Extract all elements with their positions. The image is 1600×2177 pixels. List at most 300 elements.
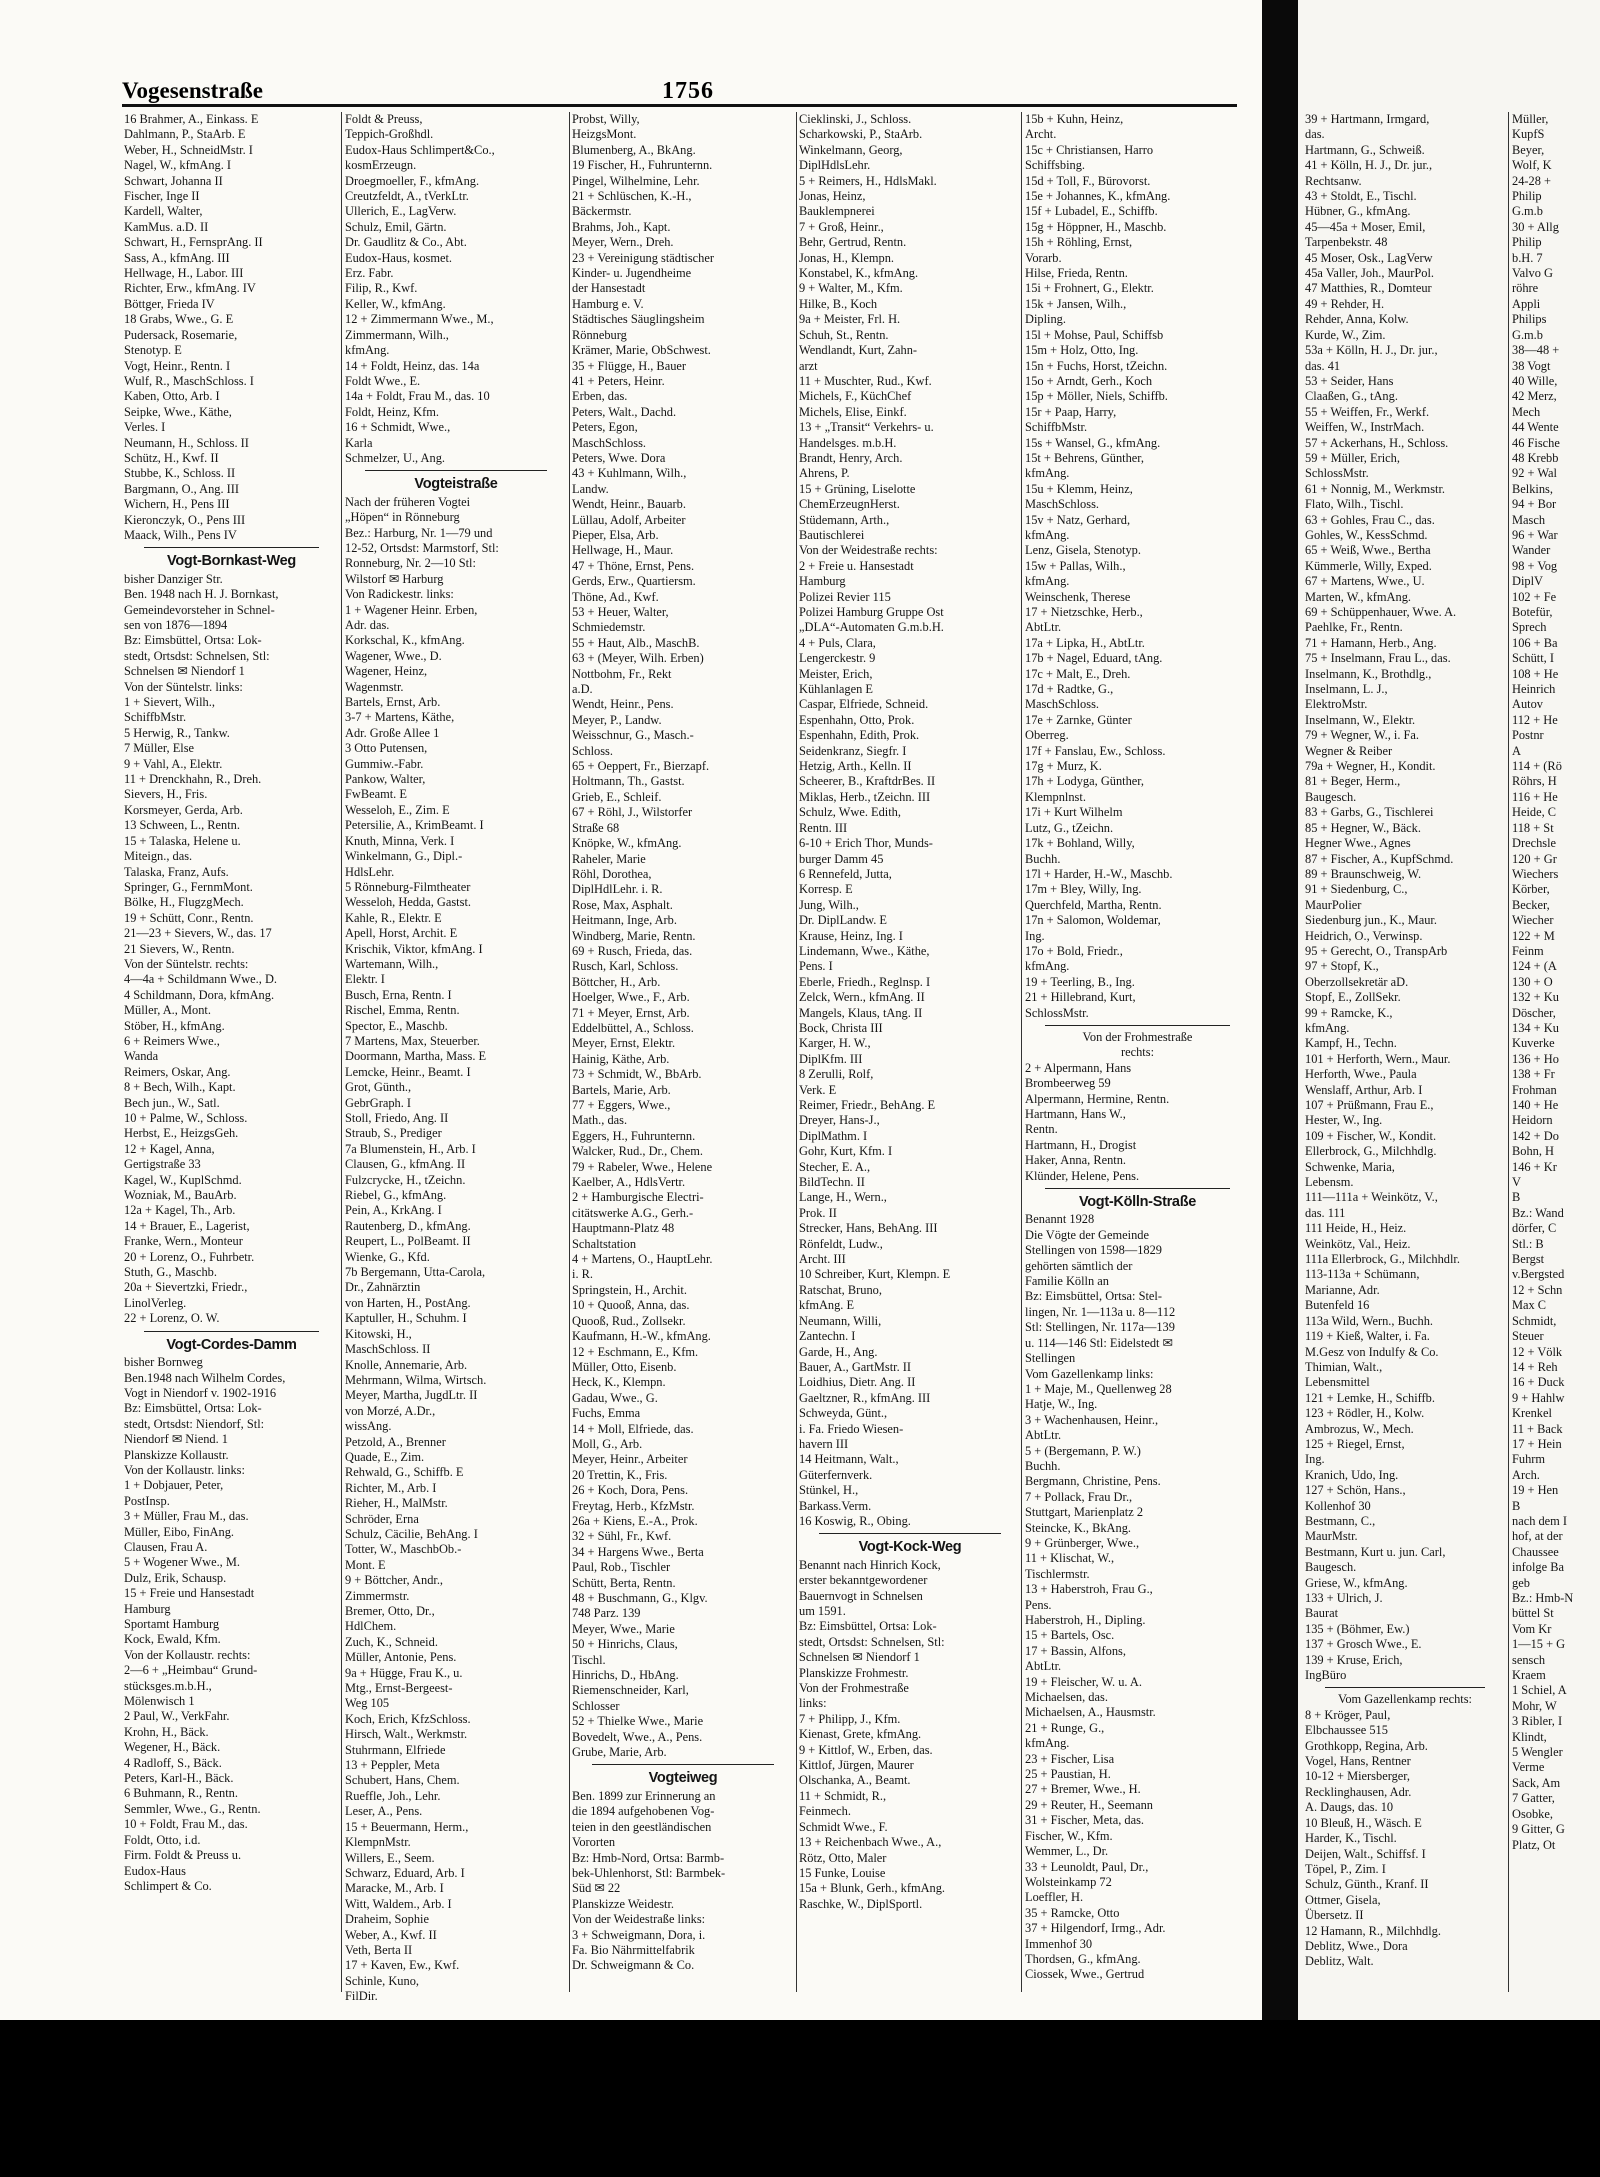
- entry-line: 12 + Völk: [1512, 1344, 1563, 1359]
- entry-line: Schulz, Günth., Kranf. II: [1305, 1877, 1429, 1892]
- entry-line: 21 Sievers, W., Rentn.: [124, 941, 235, 956]
- entry-line: Von der Weidestraße links:: [572, 1912, 706, 1927]
- entry-line: Krohn, H., Bäck.: [124, 1724, 209, 1739]
- entry-line: Nach der früheren Vogtei: [345, 494, 471, 509]
- entry-line: Lange, H., Wern.,: [799, 1190, 887, 1205]
- entry-line: 17m + Bley, Willy, Ing.: [1025, 882, 1142, 897]
- entry-line: Marianne, Adr.: [1305, 1282, 1380, 1297]
- entry-line: lingen, Nr. 1—113a u. 8—112: [1025, 1304, 1176, 1319]
- entry-line: 130 + O: [1512, 974, 1553, 989]
- entry-line: Michels, F., KüchChef: [799, 389, 912, 404]
- entry-line: DiplHdlLehr. i. R.: [572, 882, 663, 897]
- entry-line: AbtLtr.: [1025, 1659, 1062, 1674]
- entry-line: Schulz, Wwe. Edith,: [799, 805, 901, 820]
- entry-line: Dreyer, Hans-J.,: [799, 1113, 880, 1128]
- entry-line: Eberle, Friedh., Reglnsp. I: [799, 974, 931, 989]
- entry-line: Rentn. III: [799, 820, 848, 835]
- entry-line: 15l + Mohse, Paul, Schiffsb: [1025, 327, 1164, 342]
- entry-line: Bremer, Otto, Dr.,: [345, 1604, 435, 1618]
- entry-line: 89 + Braunschweig, W.: [1305, 866, 1422, 881]
- entry-line: Deijen, Walt., Schiffsf. I: [1305, 1846, 1426, 1861]
- entry-line: 12a + Kagel, Th., Arb.: [124, 1203, 236, 1218]
- entry-line: „Höpen“ in Rönneburg: [345, 510, 460, 525]
- entry-line: Schulz, Emil, Gärtn.: [345, 219, 447, 234]
- entry-line: Wesseloh, Hedda, Gastst.: [345, 895, 471, 910]
- entry-line: Kagel, W., KuplSchmd.: [124, 1172, 242, 1187]
- section-rule: [365, 470, 547, 471]
- entry-line: Eudox-Haus: [124, 1863, 186, 1878]
- entry-line: Mohr, W: [1512, 1698, 1557, 1713]
- entry-line: Rönfeldt, Ludw.,: [799, 1236, 883, 1251]
- entry-line: 142 + Do: [1512, 1128, 1559, 1143]
- entry-line: Rose, Max, Asphalt.: [572, 897, 673, 912]
- entry-line: Kühlanlagen E: [799, 682, 873, 697]
- entry-line: kfmAng.: [1025, 959, 1070, 974]
- entry-line: Hoelger, Wwe., F., Arb.: [572, 990, 690, 1005]
- entry-line: Karger, H. W.,: [799, 1036, 871, 1051]
- entry-line: 20 + Lorenz, O., Fuhrbetr.: [124, 1249, 255, 1264]
- entry-line: M.Gesz von Indulfy & Co.: [1305, 1344, 1439, 1359]
- entry-line: Reimer, Friedr., BehAng. E: [799, 1098, 936, 1112]
- entry-line: 34 + Hargens Wwe., Berta: [572, 1544, 704, 1559]
- entries-list: [124, 1355, 339, 1894]
- entry-line: 37 + Hilgendorf, Irmg., Adr.: [1025, 1921, 1166, 1936]
- entry-line: Vogt in Niendorf v. 1902-1916: [124, 1385, 277, 1400]
- entry-line: Mehrmann, Wilma, Wirtsch.: [345, 1372, 487, 1387]
- entry-line: 15 + Grüning, Liselotte: [799, 481, 916, 496]
- entry-line: Wozniak, M., BauArb.: [124, 1188, 237, 1203]
- entry-line: 15s + Wansel, G., kfmAng.: [1025, 435, 1161, 450]
- entry-line: Autov: [1512, 697, 1543, 712]
- entry-line: Krause, Heinz, Ing. I: [799, 928, 903, 943]
- entry-line: Bauer, A., GartMstr. II: [799, 1359, 912, 1374]
- entry-line: 55 + Weiffen, Fr., Werkf.: [1305, 404, 1430, 419]
- entry-line: Philip: [1512, 189, 1542, 204]
- entry-line: 47 + Thöne, Ernst, Pens.: [572, 558, 695, 573]
- entry-line: Foldt Wwe., E.: [345, 373, 421, 388]
- entry-line: 2 Paul, W., VerkFahr.: [124, 1709, 230, 1724]
- entry-line: Süd ✉ 22: [572, 1881, 621, 1896]
- entry-line: 19 Fischer, H., Fuhrunternn.: [572, 158, 713, 173]
- entry-line: Wagener, Wwe., D.: [345, 648, 442, 663]
- entry-line: Verme: [1512, 1760, 1545, 1775]
- entry-line: 21—23 + Sievers, W., das. 17: [124, 926, 272, 941]
- entry-line: Pingel, Wilhelmine, Lehr.: [572, 173, 700, 188]
- entry-line: Spector, E., Maschb.: [345, 1018, 448, 1033]
- entry-line: Benannt 1928: [1025, 1212, 1095, 1227]
- entry-line: 16 + Duck: [1512, 1375, 1565, 1390]
- entry-line: 5 + Wogener Wwe., M.: [124, 1555, 240, 1570]
- entry-line: FilDir.: [345, 1989, 378, 2004]
- entry-line: Elbchaussee 515: [1305, 1723, 1388, 1738]
- column-6: [1305, 112, 1505, 2012]
- entry-line: Raheler, Marie: [572, 851, 646, 866]
- entry-line: Wenslaff, Arthur, Arb. I: [1305, 1082, 1423, 1097]
- entry-line: Beyer,: [1512, 142, 1545, 157]
- entry-line: Talaska, Franz, Aufs.: [124, 864, 229, 879]
- entry-line: Dr., Zahnärztin: [345, 1280, 421, 1295]
- entry-line: Mölenwisch 1: [124, 1694, 195, 1709]
- entry-line: Schulz, Cäcilie, BehAng. I: [345, 1526, 478, 1541]
- entry-line: Rechtsanw.: [1305, 173, 1362, 188]
- entry-line: 14 + Brauer, E., Lagerist,: [124, 1218, 250, 1233]
- entry-line: Fulzcrycke, H., tZeichn.: [345, 1172, 466, 1187]
- entry-line: Deblitz, Wwe., Dora: [1305, 1938, 1408, 1953]
- entry-line: Reimers, Oskar, Ang.: [124, 1064, 231, 1079]
- entry-line: 1 Schiel, A: [1512, 1683, 1567, 1698]
- entry-line: 123 + Rödler, H., Kolw.: [1305, 1406, 1425, 1421]
- entry-line: 77 + Eggers, Wwe.,: [572, 1098, 671, 1112]
- entry-line: Kinder- u. Jugendheime: [572, 266, 692, 281]
- entry-line: Bz: Eimsbüttel, Ortsa: Stel-: [1025, 1289, 1162, 1304]
- entries-list: [799, 112, 1021, 1529]
- entry-line: Eggers, H., Fuhrunternn.: [572, 1128, 696, 1143]
- entry-line: Kampf, H., Techn.: [1305, 1036, 1397, 1051]
- entry-line: Michaelsen, das.: [1025, 1690, 1108, 1705]
- entry-line: HdlsLehr.: [345, 864, 395, 879]
- entry-line: 5 Rönneburg-Filmtheater: [345, 879, 471, 894]
- facing-page: [1298, 0, 1600, 2177]
- entry-line: Espenhahn, Edith, Prok.: [799, 728, 920, 743]
- entry-line: 13 + Reichenbach Wwe., A.,: [799, 1835, 942, 1850]
- entry-line: Botefür,: [1512, 605, 1553, 619]
- column-divider: [796, 112, 797, 1992]
- entry-line: 53 + Seider, Hans: [1305, 373, 1394, 388]
- entry-line: Drechsle: [1512, 836, 1557, 851]
- entry-line: Wolf, K: [1512, 158, 1552, 173]
- entry-line: Immenhof 30: [1025, 1936, 1093, 1951]
- section-title: Vogt-Cordes-Damm: [166, 1336, 297, 1353]
- entry-line: 1 + Dobjauer, Peter,: [124, 1478, 224, 1493]
- entry-line: 17d + Radtke, G.,: [1025, 682, 1114, 697]
- entry-line: Zelck, Wern., kfmAng. II: [799, 990, 925, 1005]
- entries-list: [572, 112, 794, 1760]
- entry-line: Querchfeld, Martha, Rentn.: [1025, 897, 1162, 912]
- entry-line: Grieb, E., Schleif.: [572, 789, 662, 804]
- entry-line: Planskizze Weidestr.: [572, 1896, 675, 1911]
- entry-line: Rueffle, Joh., Lehr.: [345, 1788, 441, 1803]
- entry-line: Stenotyp. E: [124, 343, 182, 358]
- entry-line: Röhrs, H: [1512, 774, 1557, 789]
- entry-line: Hartmann, Hans W.,: [1025, 1107, 1126, 1121]
- entry-line: Ullerich, E., LagVerw.: [345, 204, 457, 219]
- entry-line: Von der Frohmestraße: [799, 1681, 909, 1696]
- entry-line: Dr. Schweigmann & Co.: [572, 1958, 695, 1973]
- entry-line: Lemcke, Heinr., Beamt. I: [345, 1064, 471, 1079]
- entry-line: 40 Wille,: [1512, 373, 1558, 388]
- entry-line: Gemeindevorsteher in Schnel-: [124, 602, 275, 617]
- entry-line: PostInsp.: [124, 1493, 170, 1508]
- section-title: Vogt-Bornkast-Weg: [167, 553, 296, 570]
- entry-line: Griese, W., kfmAng.: [1305, 1575, 1408, 1590]
- entry-line: Hellwage, H., Maur.: [572, 543, 674, 558]
- entry-line: Rönneburg: [572, 327, 627, 342]
- entry-line: bisher Danziger Str.: [124, 571, 223, 586]
- entry-line: 12 + Zimmermann Wwe., M.,: [345, 312, 494, 327]
- entry-line: 1 + Maje, M., Quellenweg 28: [1025, 1381, 1172, 1396]
- entry-line: Herbst, E., HeizgsGeh.: [124, 1126, 239, 1141]
- entry-line: 15 + Beuermann, Herm.,: [345, 1819, 469, 1834]
- entry-line: Willers, E., Seem.: [345, 1850, 435, 1865]
- entry-line: Rischel, Emma, Rentn.: [345, 1003, 460, 1018]
- entry-line: 124 + (A: [1512, 959, 1557, 974]
- entry-line: Riemenschneider, Karl,: [572, 1683, 689, 1698]
- entry-line: Meyer, Heinr., Arbeiter: [572, 1452, 688, 1467]
- entry-line: 4 + Puls, Clara,: [799, 635, 876, 650]
- entry-line: DiplMathm. I: [799, 1128, 868, 1143]
- entry-line: Kaptuller, H., Schuhm. I: [345, 1311, 467, 1326]
- entry-line: Pein, A., KrkAng. I: [345, 1203, 442, 1218]
- entry-line: Gertigstraße 33: [124, 1157, 201, 1172]
- entry-line: Benannt nach Hinrich Kock,: [799, 1557, 941, 1572]
- entry-line: Loidhius, Dietr. Ang. II: [799, 1375, 916, 1390]
- entry-line: 9 + Hahlw: [1512, 1390, 1565, 1405]
- entry-line: Zimmermstr.: [345, 1588, 410, 1603]
- entry-line: 71 + Meyer, Ernst, Arb.: [572, 1005, 690, 1020]
- entry-line: 3 + Müller, Frau M., das.: [124, 1509, 249, 1524]
- entry-line: Güterfernverk.: [799, 1467, 873, 1482]
- entry-line: Semmler, Wwe., G., Rentn.: [124, 1801, 261, 1816]
- entry-line: kfmAng. E: [799, 1298, 855, 1313]
- entry-line: Belkins,: [1512, 481, 1553, 496]
- entry-line: Krenkel: [1512, 1406, 1552, 1421]
- entry-line: Wichern, H., Pens III: [124, 497, 230, 512]
- entry-line: Stöber, H., kfmAng.: [124, 1018, 225, 1033]
- entry-line: Verk. E: [799, 1082, 837, 1097]
- entry-line: Stellingen: [1025, 1351, 1076, 1366]
- entry-line: Behr, Gertrud, Rentn.: [799, 235, 907, 250]
- entry-line: Karla: [345, 435, 373, 450]
- entry-line: Weber, A., Kwf. II: [345, 1927, 437, 1942]
- entry-line: Bovedelt, Wwe., A., Pens.: [572, 1729, 703, 1744]
- entry-line: Weiffen, W., InstrMach.: [1305, 420, 1425, 435]
- entry-line: Korkschal, K., kfmAng.: [345, 633, 465, 648]
- entry-line: 15v + Natz, Gerhard,: [1025, 512, 1131, 527]
- entry-line: Platz, Ot: [1512, 1837, 1556, 1852]
- entry-line: 7 + Groß, Heinr.,: [799, 219, 884, 234]
- entry-line: Korsmeyer, Gerda, Arb.: [124, 802, 243, 817]
- entry-line: 11 + Klischat, W.,: [1025, 1551, 1115, 1566]
- entry-line: Lebensmittel: [1305, 1375, 1370, 1390]
- entry-line: FwBeamt. E: [345, 787, 407, 802]
- entry-line: 7 + Pollack, Frau Dr.,: [1025, 1489, 1133, 1504]
- section-title: Vogt-Kock-Weg: [858, 1539, 962, 1556]
- entry-line: Kümmerle, Willy, Exped.: [1305, 558, 1432, 573]
- entry-line: Schnelsen ✉ Niendorf 1: [799, 1650, 920, 1665]
- entry-line: Gadau, Wwe., G.: [572, 1390, 658, 1405]
- entry-line: Doormann, Martha, Mass. E: [345, 1049, 487, 1064]
- entry-line: Dahlmann, P., StaArb. E: [124, 127, 246, 142]
- entry-line: Creutzfeldt, A., tVerkLtr.: [345, 189, 469, 204]
- entry-line: Schwart, H., FernsprAng. II: [124, 235, 263, 250]
- entry-line: 35 + Flügge, H., Bauer: [572, 358, 687, 373]
- entry-line: Müller, Otto, Eisenb.: [572, 1359, 677, 1374]
- entry-line: Zuch, K., Schneid.: [345, 1634, 438, 1649]
- entry-line: 4 Schildmann, Dora, kfmAng.: [124, 987, 275, 1002]
- entry-line: 85 + Hegner, W., Bäck.: [1305, 820, 1421, 835]
- entry-line: Maracke, M., Arb. I: [345, 1881, 444, 1896]
- entry-line: Bohn, H: [1512, 1144, 1554, 1159]
- entry-line: kfmAng.: [1025, 466, 1070, 481]
- entry-line: Quooß, Rud., Zollsekr.: [572, 1313, 686, 1328]
- entry-line: 15c + Christiansen, Harro: [1025, 142, 1154, 157]
- entry-line: SchiffbMstr.: [1025, 420, 1088, 435]
- entry-line: 12-52, Ortsdst: Marmstorf, Stl:: [345, 540, 499, 555]
- entry-line: Kieronczyk, O., Pens III: [124, 512, 246, 527]
- entry-line: Walcker, Rud., Dr., Chem.: [572, 1144, 703, 1159]
- entry-line: 53a + Kölln, H. J., Dr. jur.,: [1305, 343, 1438, 358]
- entry-line: Wilstorf ✉ Harburg: [345, 571, 444, 586]
- entry-line: Loeffler, H.: [1025, 1890, 1084, 1905]
- entry-line: Grube, Marie, Arb.: [572, 1745, 667, 1760]
- entries-list: [1025, 112, 1250, 1021]
- entry-line: Masch: [1512, 512, 1546, 527]
- entry-line: Buchh.: [1025, 1458, 1061, 1473]
- entry-line: Kurde, W., Zim.: [1305, 327, 1386, 342]
- entry-line: 20a + Sievertzki, Friedr.,: [124, 1280, 248, 1295]
- entries-list: [1025, 1061, 1250, 1184]
- entry-line: 81 + Beger, Herm.,: [1305, 774, 1401, 789]
- entry-line: 15 + Bartels, Osc.: [1025, 1628, 1115, 1643]
- entry-line: Rehwald, G., Schiffb. E: [345, 1465, 464, 1480]
- entry-line: Seidenkranz, Siegfr. I: [799, 743, 907, 758]
- entry-line: Richter, M., Arb. I: [345, 1480, 437, 1495]
- entries-list: [124, 112, 339, 543]
- entry-line: 9 + Vahl, A., Elektr.: [124, 756, 223, 771]
- entry-line: Ahrens, P.: [799, 466, 850, 481]
- entry-line: Thimian, Walt.,: [1305, 1359, 1383, 1374]
- entry-line: Wulf, R., MaschSchloss. I: [124, 373, 254, 388]
- entry-line: geb: [1512, 1575, 1530, 1590]
- entry-line: HdlChem.: [345, 1619, 397, 1634]
- entry-line: Pudersack, Rosemarie,: [124, 327, 238, 342]
- entry-line: Heidorn: [1512, 1113, 1553, 1128]
- entry-line: Freytag, Herb., KfzMstr.: [572, 1498, 695, 1513]
- entry-line: Polizei Revier 115: [799, 589, 891, 604]
- entry-line: 3 + Wachenhausen, Heinr.,: [1025, 1412, 1159, 1427]
- entry-line: 19 + Schütt, Conr., Rentn.: [124, 910, 254, 925]
- entry-line: Neumann, H., Schloss. II: [124, 435, 249, 450]
- entry-line: 65 + Oeppert, Fr., Bierzapf.: [572, 759, 710, 774]
- column-divider: [1508, 112, 1509, 1992]
- entry-line: Stecher, E. A.,: [799, 1159, 871, 1174]
- entry-line: Wiechers: [1512, 866, 1559, 881]
- page-header: [122, 78, 1237, 104]
- entry-line: Pankow, Walter,: [345, 772, 426, 787]
- entry-line: Bartels, Ernst, Arb.: [345, 695, 441, 710]
- entry-line: Peters, Walt., Dachd.: [572, 404, 677, 419]
- entry-line: Max C: [1512, 1298, 1547, 1313]
- entry-line: Fischer, W., Kfm.: [1025, 1828, 1113, 1843]
- entry-line: LinolVerleg.: [124, 1295, 187, 1310]
- entry-line: Maack, Wilh., Pens IV: [124, 527, 237, 542]
- entry-line: 52 + Thielke Wwe., Marie: [572, 1714, 704, 1729]
- entry-line: 7b Bergemann, Utta-Carola,: [345, 1265, 486, 1280]
- entry-line: Michels, Elise, Einkf.: [799, 404, 907, 419]
- entry-line: KlempnMstr.: [345, 1835, 411, 1850]
- entry-line: Schwart, Johanna II: [124, 173, 223, 188]
- entry-line: Kaben, Otto, Arb. I: [124, 389, 220, 404]
- entry-line: 3 + Schweigmann, Dora, i.: [572, 1927, 706, 1942]
- entry-line: 3 Ribler, I: [1512, 1714, 1563, 1729]
- entry-line: Wanda: [124, 1049, 159, 1064]
- entry-line: 10-12 + Miersberger,: [1305, 1769, 1411, 1784]
- entry-line: 9 + Kittlof, W., Erben, das.: [799, 1742, 933, 1757]
- entry-line: Von der Süntelstr. links:: [124, 679, 243, 694]
- entry-line: 4—4a + Schildmann Wwe., D.: [124, 972, 278, 987]
- entry-line: Lindemann, Wwe., Käthe,: [799, 943, 930, 958]
- entry-line: Bz: Eimsbüttel, Ortsa: Lok-: [124, 633, 262, 648]
- entry-line: 122 + M: [1512, 928, 1555, 943]
- entry-line: 17 + Kaven, Ew., Kwf.: [345, 1958, 460, 1973]
- entry-line: A. Daugs, das. 10: [1305, 1800, 1394, 1815]
- entry-line: 87 + Fischer, A., KupfSchmd.: [1305, 851, 1454, 866]
- entry-line: Appli: [1512, 296, 1541, 311]
- entry-line: wissAng.: [345, 1419, 392, 1434]
- entry-line: Von der Süntelstr. rechts:: [124, 956, 249, 971]
- entry-line: Thöne, Ad., Kwf.: [572, 589, 659, 604]
- entry-line: Meyer, P., Landw.: [572, 712, 662, 727]
- entry-line: 26 + Koch, Dora, Pens.: [572, 1483, 689, 1498]
- entry-line: Wesseloh, E., Zim. E: [345, 802, 450, 817]
- entry-line: Adr. das.: [345, 618, 390, 632]
- entry-line: 16 Koswig, R., Obing.: [799, 1513, 911, 1528]
- entry-line: b.H. 7: [1512, 250, 1543, 265]
- entry-line: Planskizze Kollaustr.: [124, 1447, 229, 1462]
- entry-line: 50 + Hinrichs, Claus,: [572, 1637, 678, 1652]
- entry-line: Eudox-Haus, kosmet.: [345, 250, 453, 265]
- entry-line: Valvo G: [1512, 266, 1553, 281]
- entry-line: 9 + Böttcher, Andr.,: [345, 1573, 444, 1588]
- entry-line: Weber, H., SchneidMstr. I: [124, 142, 253, 157]
- entry-line: 53 + Heuer, Walter,: [572, 605, 669, 619]
- column-divider: [341, 112, 342, 1992]
- entry-line: 5 + Reimers, H., HdlsMakl.: [799, 173, 937, 188]
- entry-line: SchlossMstr.: [1305, 466, 1369, 481]
- entry-line: Schaltstation: [572, 1236, 637, 1251]
- entry-line: Kraem: [1512, 1668, 1546, 1683]
- entry-line: Scharkowski, P., StaArb.: [799, 127, 923, 142]
- entry-line: Wartemann, Wilh.,: [345, 956, 439, 971]
- entry-line: Stubbe, K., Schloss. II: [124, 466, 236, 481]
- entry-line: Olschanka, A., Beamt.: [799, 1773, 911, 1788]
- entry-line: Baugesch.: [1305, 1560, 1357, 1575]
- entry-line: Wegener, H., Bäck.: [124, 1740, 221, 1755]
- entry-line: Heidrich, O., Verwinsp.: [1305, 928, 1423, 943]
- entry-line: 2—6 + „Heimbau“ Grund-: [124, 1663, 258, 1678]
- entry-line: 57 + Ackerhans, H., Schloss.: [1305, 435, 1449, 450]
- entry-line: Klünder, Helene, Pens.: [1025, 1168, 1140, 1183]
- entry-line: Gaeltzner, R., kfmAng. III: [799, 1390, 931, 1405]
- entry-line: kfmAng.: [1305, 1020, 1350, 1035]
- section-title: Vogteistraße: [414, 476, 498, 493]
- entry-line: Müller, A., Mont.: [124, 1003, 211, 1018]
- entry-line: Sass, A., kfmAng. III: [124, 250, 230, 265]
- entry-line: um 1591.: [799, 1604, 846, 1618]
- entry-line: Straße 68: [572, 820, 620, 835]
- entry-line: 63 + Gohles, Frau C., das.: [1305, 512, 1435, 527]
- entry-line: MaschSchloss.: [572, 435, 646, 450]
- entry-line: Bz.: Hmb-N: [1512, 1591, 1574, 1605]
- entry-line: Ronneburg, Nr. 2—10 Stl:: [345, 556, 476, 571]
- entry-line: Feinm: [1512, 943, 1544, 958]
- entry-line: 15a + Blunk, Gerh., kfmAng.: [799, 1881, 946, 1896]
- entry-line: 15n + Fuchs, Horst, tZeichn.: [1025, 358, 1168, 373]
- entry-line: Wendlandt, Kurt, Zahn-: [799, 343, 918, 358]
- entry-line: Schweyda, Günt.,: [799, 1406, 888, 1421]
- entry-line: GebrGraph. I: [345, 1095, 412, 1110]
- entry-line: 2 + Freie u. Hansestadt: [799, 558, 914, 573]
